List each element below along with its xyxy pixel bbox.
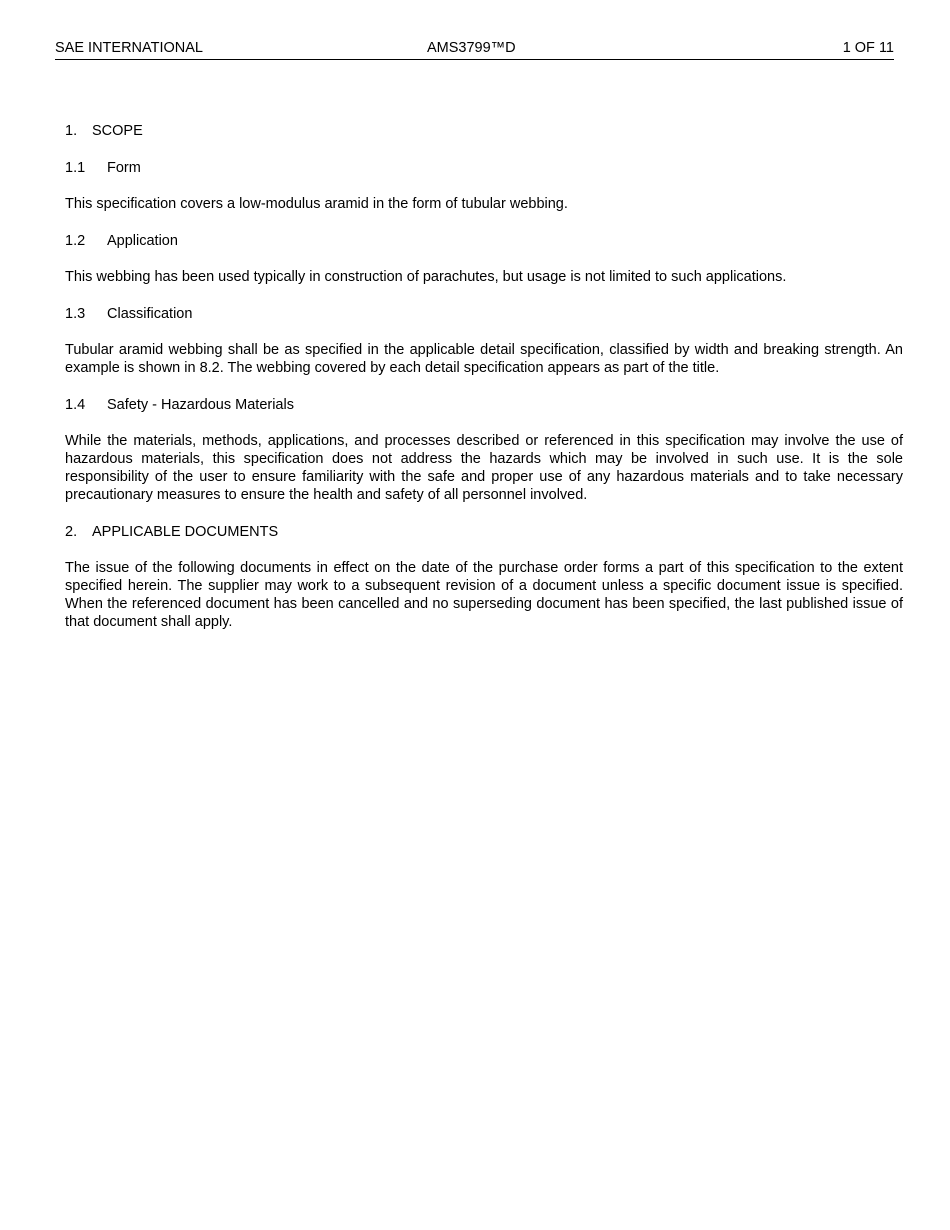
section-heading-applicable-documents (65, 523, 903, 541)
paragraph-application: This webbing has been used typically in construction of parachutes, but usage is not limited to such applications. (65, 269, 787, 285)
section-title: APPLICABLE DOCUMENTS (92, 523, 279, 540)
header-document-id: AMS3799™D (427, 40, 516, 56)
paragraph-safety: While the materials, methods, applications, and processes described or referenced in this specification may involve the use of hazardous materials, this specification does not address the hazards which may be involved in such use. It is the sole responsibility of the user to ensure familiarity with the safe and proper use of any hazardous materials and to take necessary precautionary measures to ensure the health and safety of all personnel involved. (65, 433, 903, 503)
paragraph-classification: Tubular aramid webbing shall be as specified in the applicable detail specification, classified by width and breaking strength. An example is shown in 8.2. The webbing covered by each detail specification appears as part of the title. (65, 342, 903, 376)
subsection-number: 1.1 (65, 159, 86, 176)
section-title: SCOPE (92, 123, 143, 139)
subsection-title: Classification (107, 305, 193, 322)
document-body (65, 122, 903, 650)
subsection-number: 1.4 (65, 396, 86, 413)
header-organization: SAE INTERNATIONAL (55, 40, 203, 56)
subsection-heading-safety (65, 396, 903, 414)
subsection-heading-application (65, 232, 903, 250)
subsection-number: 1.3 (65, 305, 86, 322)
page-header (55, 38, 894, 60)
subsection-title: Application (107, 232, 178, 249)
subsection-title: Form (107, 159, 141, 176)
paragraph-applicable-documents: The issue of the following documents in effect on the date of the purchase order forms a part of this specification to the extent specified herein. The supplier may work to a subsequent revision of a document unless a specific document issue is specified. When the referenced document has been cancelled and no superseding document has been specified, the last published issue of that document shall apply. (65, 560, 903, 630)
section-heading-scope (65, 122, 903, 140)
section-number: 1. (65, 123, 78, 139)
subsection-heading-classification (65, 305, 903, 323)
subsection-number: 1.2 (65, 232, 86, 249)
paragraph-form: This specification covers a low-modulus aramid in the form of tubular webbing. (65, 196, 568, 212)
section-number: 2. (65, 523, 78, 540)
subsection-heading-form (65, 159, 903, 177)
subsection-title: Safety - Hazardous Materials (107, 396, 294, 413)
header-page-label: 1 OF 11 (842, 40, 894, 56)
